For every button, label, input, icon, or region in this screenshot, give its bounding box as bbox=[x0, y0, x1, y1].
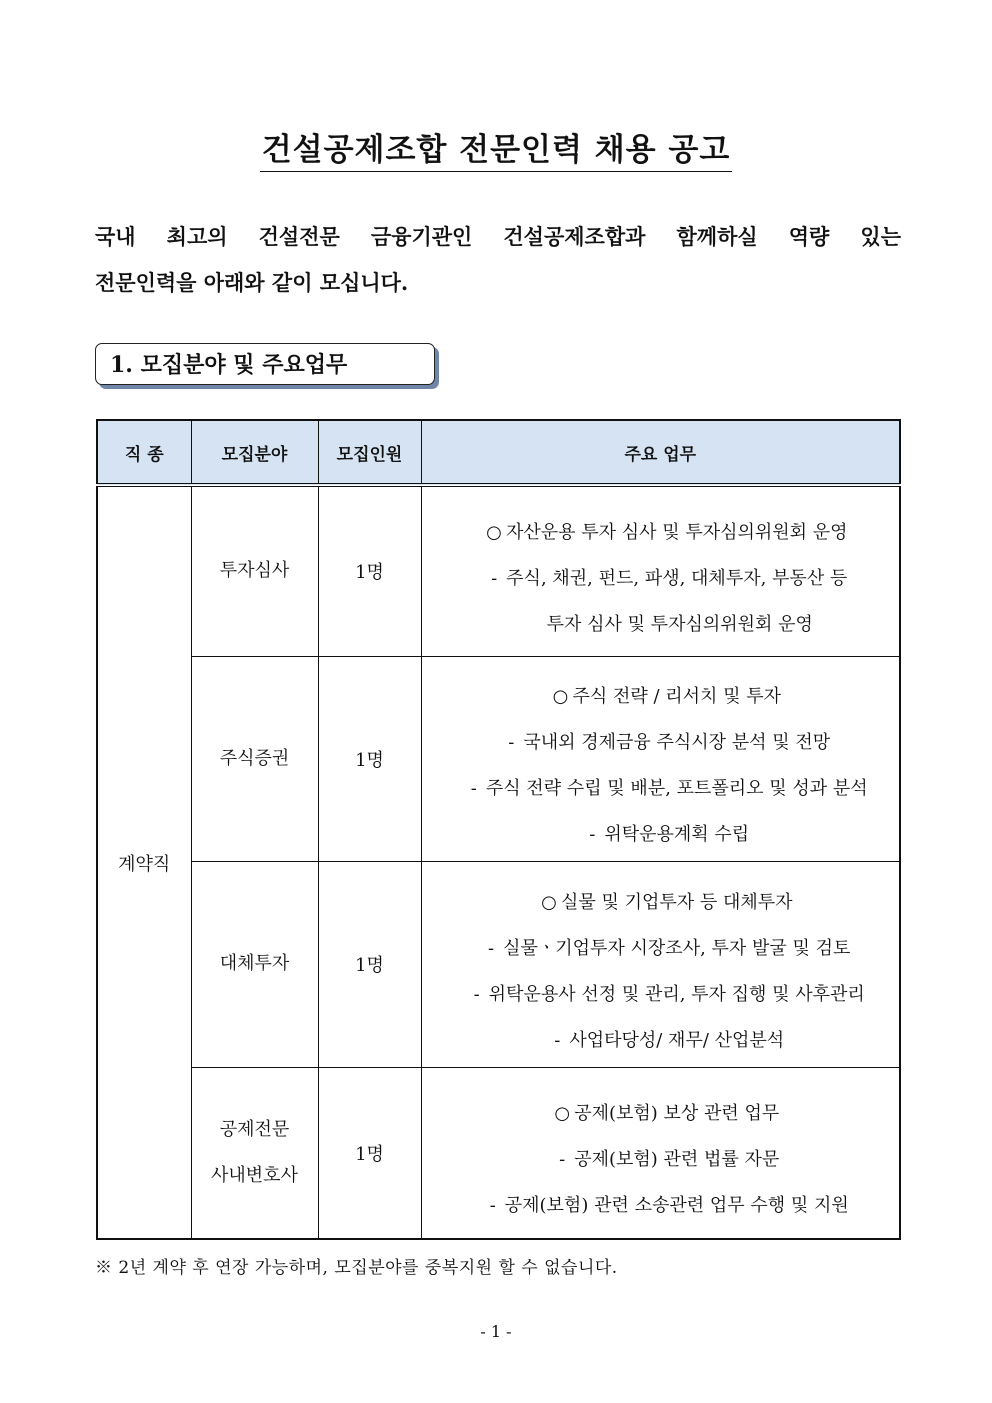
duty-main bbox=[432, 880, 899, 926]
table-header-row bbox=[97, 420, 900, 485]
dash-bullet-icon: - bbox=[554, 1029, 561, 1051]
duty-cell bbox=[421, 485, 900, 656]
header-job-type: 직 종 bbox=[97, 420, 191, 485]
duty-sub bbox=[432, 1183, 899, 1229]
duty-main bbox=[432, 1091, 899, 1137]
field-cell bbox=[191, 861, 318, 1067]
duty-main-text: 자산운용 투자 심사 및 투자심의위원회 운영 bbox=[505, 521, 848, 543]
duty-sub-continuation: 투자 심사 및 투자심의위원회 운영 bbox=[546, 613, 813, 635]
duty-sub-text: 위탁운용사 선정 및 관리, 투자 집행 및 사후관리 bbox=[488, 983, 865, 1005]
page-number: - 1 - bbox=[480, 1322, 512, 1341]
page-title-text: 건설공제조합 전문인력 채용 공고 bbox=[260, 132, 733, 172]
dash-bullet-icon: - bbox=[488, 937, 495, 959]
duty-sub-text: 사업타당성/ 재무/ 산업분석 bbox=[569, 1029, 785, 1051]
dash-bullet-icon: - bbox=[489, 1195, 496, 1217]
dash-bullet-icon: - bbox=[559, 1149, 566, 1171]
duty-sub bbox=[432, 1137, 899, 1183]
duty-sub-text: 공제(보험) 관련 소송관련 업무 수행 및 지원 bbox=[504, 1195, 849, 1217]
duty-sub bbox=[432, 812, 899, 858]
duty-cell bbox=[421, 1067, 900, 1239]
duty-sub-text: 공제(보험) 관련 법률 자문 bbox=[574, 1149, 780, 1171]
count-cell: 1명 bbox=[318, 485, 421, 656]
duty-cell bbox=[421, 861, 900, 1067]
duty-sub bbox=[432, 556, 899, 602]
circle-bullet-icon: ○ bbox=[541, 891, 557, 913]
duty-main bbox=[432, 510, 899, 556]
circle-bullet-icon: ○ bbox=[486, 521, 502, 543]
field-cell bbox=[191, 485, 318, 656]
dash-bullet-icon: - bbox=[473, 983, 480, 1005]
circle-bullet-icon: ○ bbox=[552, 686, 569, 707]
field-name: 투자심사 bbox=[219, 560, 290, 582]
recruitment-table bbox=[96, 419, 901, 1240]
duty-sub-text: 위탁운용계획 수립 bbox=[604, 824, 750, 845]
table-row bbox=[97, 656, 900, 861]
table-body bbox=[97, 485, 900, 1239]
duty-sub-text: 주식, 채권, 펀드, 파생, 대체투자, 부동산 등 bbox=[506, 567, 848, 589]
duty-sub-text: 주식 전략 수립 및 배분, 포트폴리오 및 성과 분석 bbox=[485, 778, 868, 799]
header-field: 모집분야 bbox=[191, 420, 318, 485]
header-count: 모집인원 bbox=[318, 420, 421, 485]
header-duty: 주요 업무 bbox=[421, 420, 900, 485]
circle-bullet-icon: ○ bbox=[554, 1103, 571, 1125]
duty-sub bbox=[432, 972, 899, 1018]
intro-paragraph bbox=[95, 214, 901, 306]
field-name: 대체투자 bbox=[219, 953, 290, 974]
table-row bbox=[97, 861, 900, 1067]
duty-cell bbox=[421, 656, 900, 861]
duty-sub bbox=[432, 720, 899, 766]
duty-sub bbox=[432, 766, 899, 812]
footnote: ※ 2년 계약 후 연장 가능하며, 모집분야를 중복지원 할 수 없습니다. bbox=[95, 1258, 618, 1278]
count-cell: 1명 bbox=[318, 861, 421, 1067]
dash-bullet-icon: - bbox=[589, 824, 596, 845]
duty-sub-text: 실물ㆍ기업투자 시장조사, 투자 발굴 및 검토 bbox=[503, 937, 851, 959]
field-cell bbox=[191, 1067, 318, 1239]
count-cell: 1명 bbox=[318, 656, 421, 861]
page-title bbox=[0, 124, 992, 169]
duty-main-text: 실물 및 기업투자 등 대체투자 bbox=[560, 891, 793, 913]
duty-main-text: 주식 전략 / 리서치 및 투자 bbox=[572, 686, 782, 707]
duty-main-text: 공제(보험) 보상 관련 업무 bbox=[574, 1103, 780, 1125]
table-row bbox=[97, 485, 900, 656]
duty-sub bbox=[432, 926, 899, 972]
field-cell bbox=[191, 656, 318, 861]
duty-sub-text: 국내외 경제금융 주식시장 분석 및 전망 bbox=[523, 732, 831, 753]
section-heading: 1. 모집분야 및 주요업무 bbox=[95, 343, 435, 385]
count-cell: 1명 bbox=[318, 1067, 421, 1239]
field-name: 공제전문 bbox=[219, 1118, 290, 1140]
dash-bullet-icon: - bbox=[491, 567, 498, 589]
field-name: 주식증권 bbox=[219, 747, 290, 769]
field-name: 사내변호사 bbox=[211, 1164, 298, 1186]
duty-sub bbox=[432, 1018, 899, 1064]
intro-line-2: 전문인력을 아래와 같이 모십니다. bbox=[95, 270, 409, 295]
dash-bullet-icon: - bbox=[470, 778, 477, 799]
dash-bullet-icon: - bbox=[508, 732, 515, 753]
table-row bbox=[97, 1067, 900, 1239]
duty-main bbox=[432, 674, 899, 720]
intro-line-1: 국내 최고의 건설전문 금융기관인 건설공제조합과 함께하실 역량 있는 bbox=[95, 224, 901, 249]
job-type-cell: 계약직 bbox=[97, 485, 191, 1239]
